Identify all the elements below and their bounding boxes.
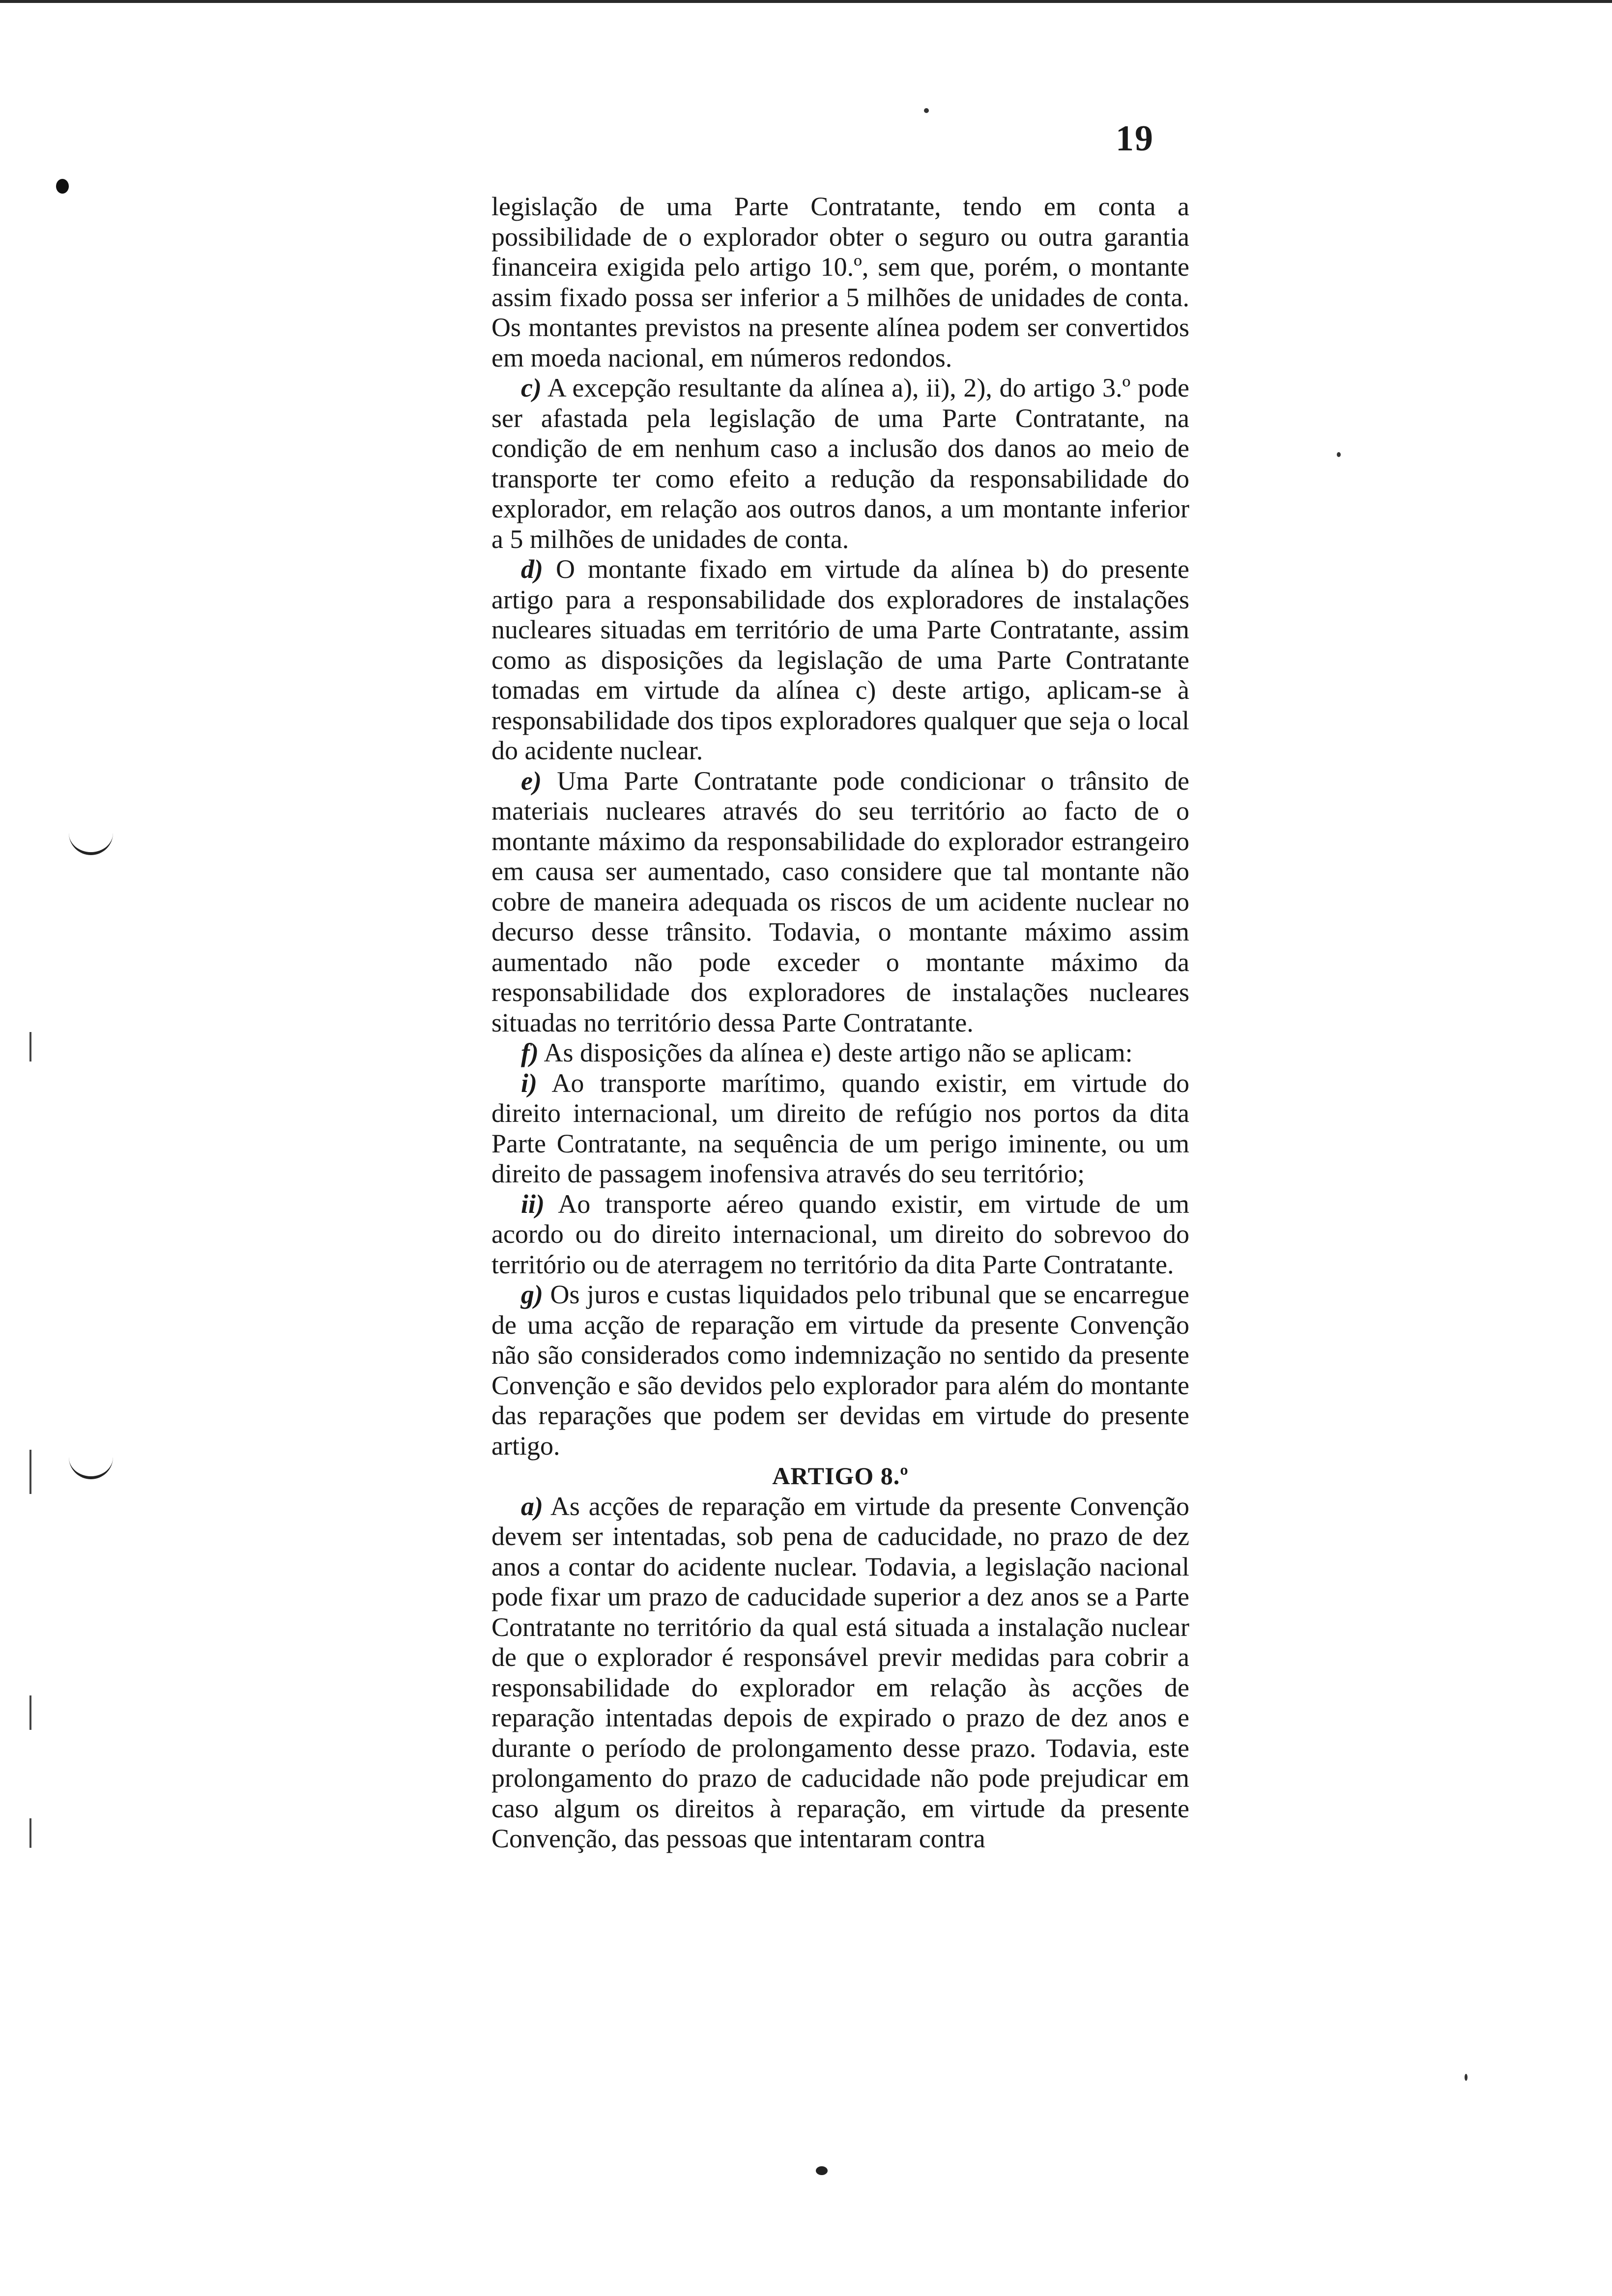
paragraph-f: f) As disposições da alínea e) deste artigo não se aplicam: <box>521 1038 1133 1067</box>
article-heading: ARTIGO 8.º <box>772 1462 909 1490</box>
paragraph-e: e) Uma Parte Contratante pode condicionar o trânsito de materiais nucleares através do seu território ao facto de o montante máximo da responsabilidade do explorador estrangeiro em causa ser aumentado, caso considere que tal montante não cobre de maneira adequada os riscos de um acidente nuclear no decurso desse trânsito. Todavia, o montante máximo assim aumentado não pode exceder o montante máximo da responsabilidade dos exploradores de instalações nucleares situadas no território dessa Parte Contratante. <box>491 766 1190 1037</box>
article-paragraph-a: a) As acções de reparação em virtude da presente Convenção devem ser intentadas, sob pena de caducidade, no prazo de dez anos a contar do acidente nuclear. Todavia, a legislação nacional pode fixar um prazo de caducidade superior a dez anos se a Parte Contratante no território da qual está situada a instalação nuclear de que o explorador é responsável previr medidas para cobrir a responsabilidade do explorador em relação às acções de reparação intentadas depois de expirado o prazo de dez anos e durante o período de prolongamento desse prazo. Todavia, este prolongamento do prazo de caducidade não pode prejudicar em caso algum os direitos à reparação, em virtude da presente Convenção, das pessoas que intentaram contra <box>491 1491 1189 1853</box>
binding-hole-mark <box>69 831 113 855</box>
scan-speck <box>924 108 929 113</box>
scan-speck <box>56 179 69 194</box>
scan-edge-mark <box>29 1032 31 1062</box>
scan-edge-mark <box>29 1818 31 1848</box>
paragraph-c: c) A excepção resultante da alínea a), ii), 2), do artigo 3.º pode ser afastada pela legislação de uma Parte Contratante, na condição de em nenhum caso a inclusão dos danos ao meio de transporte ter como efeito a redução da responsabilidade do explorador, em relação aos outros danos, a um montante inferior a 5 milhões de unidades de conta. <box>491 373 1189 554</box>
page-top-rule <box>0 0 1612 3</box>
binding-hole-mark <box>69 1455 113 1479</box>
paragraph-g: g) Os juros e custas liquidados pelo tribunal que se encarregue de uma acção de reparação em virtude da presente Convenção não são considerados como indemnização no sentido da presente Convenção e são devidos pelo explorador para além do montante das reparações que podem ser devidas em virtude do presente artigo. <box>491 1280 1190 1461</box>
scan-speck <box>1337 452 1341 457</box>
scan-edge-mark <box>29 1450 31 1494</box>
subparagraph-ii: ii) Ao transporte aéreo quando existir, em virtude de um acordo ou do direito internacional, um direito do sobrevoo do território ou de aterragem no território da dita Parte Contratante. <box>491 1189 1189 1279</box>
scan-speck <box>1465 2074 1468 2081</box>
document-body <box>491 192 1189 1854</box>
page-number: 19 <box>1116 118 1154 159</box>
paragraph-d: d) O montante fixado em virtude da alínea b) do presente artigo para a responsabilidade dos exploradores de instalações nucleares situadas em território de uma Parte Contratante, assim como as disposições da legislação de uma Parte Contratante tomadas em virtude da alínea c) deste artigo, aplicam-se à responsabilidade dos tipos exploradores qualquer que seja o local do acidente nuclear. <box>491 554 1190 765</box>
subparagraph-i: i) Ao transporte marítimo, quando existir, em virtude do direito internacional, um direito de refúgio nos portos da dita Parte Contratante, na sequência de um perigo iminente, ou um direito de passagem inofensiva através do seu território; <box>491 1068 1189 1188</box>
paragraph-continuation: legislação de uma Parte Contratante, tendo em conta a possibilidade de o explorador obter o seguro ou outra garantia financeira exigida pelo artigo 10.º, sem que, porém, o montante assim fixado possa ser inferior a 5 milhões de unidades de conta. Os montantes previstos na presente alínea podem ser convertidos em moeda nacional, em números redondos. <box>491 192 1189 373</box>
scan-edge-mark <box>29 1695 31 1730</box>
scan-speck <box>816 2166 828 2175</box>
